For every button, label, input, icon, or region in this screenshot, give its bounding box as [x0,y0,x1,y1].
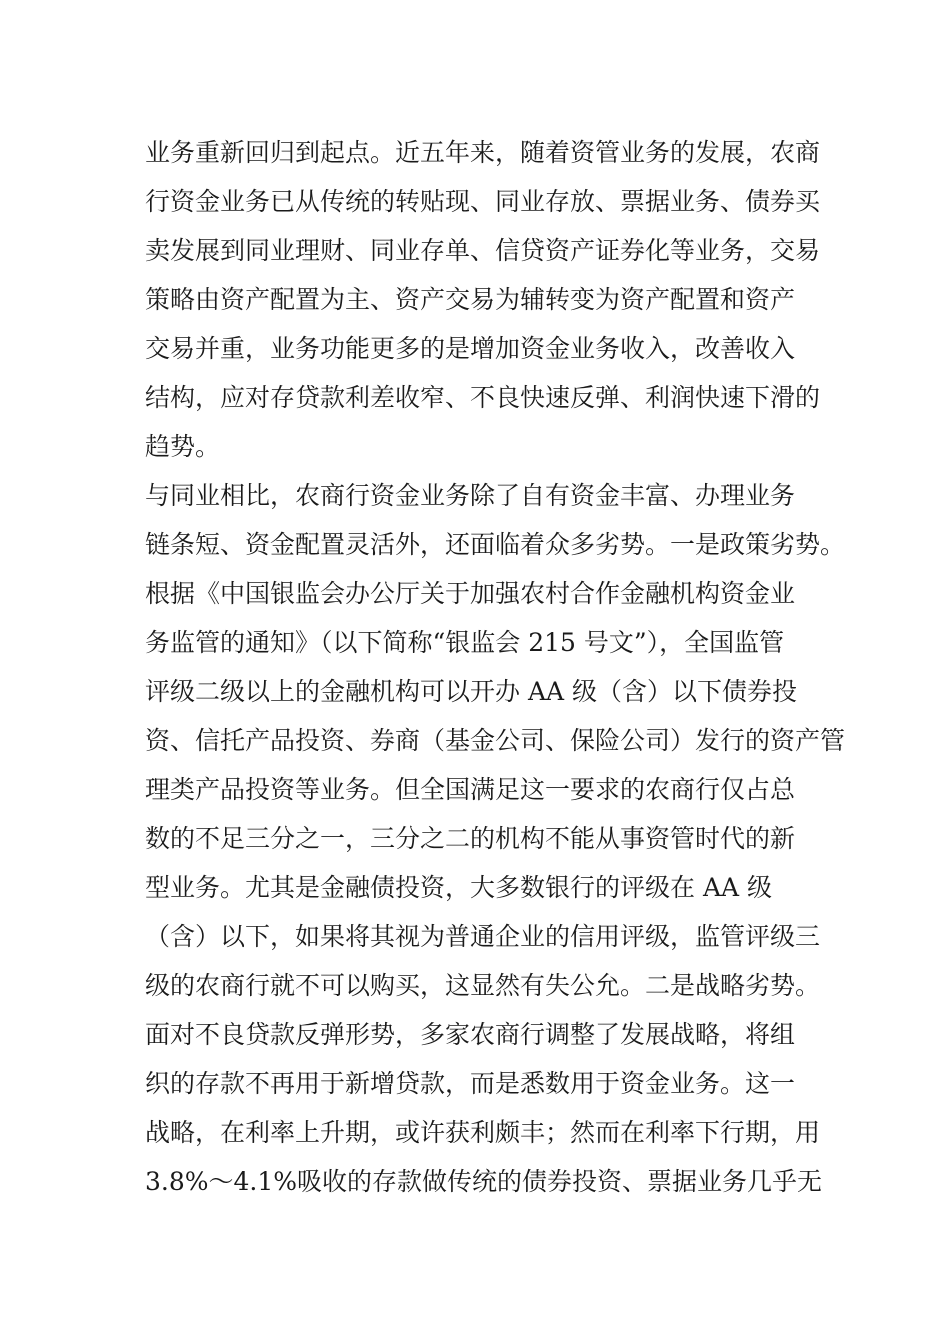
text-line: 3.8%～4.1%吸收的存款做传统的债券投资、票据业务几乎无 [145,1167,823,1196]
text-line: 面对不良贷款反弹形势，多家农商行调整了发展战略，将组 [145,1020,796,1049]
text-line: 资、信托产品投资、券商（基金公司、保险公司）发行的资产管 [145,726,846,755]
text-line: 务监管的通知》（以下简称“银监会 215 号文”），全国监管 [145,628,785,657]
text-line: 理类产品投资等业务。但全国满足这一要求的农商行仅占总 [145,775,796,804]
text-line: （含）以下，如果将其视为普通企业的信用评级，监管评级三 [145,922,821,951]
text-line: 织的存款不再用于新增贷款，而是悉数用于资金业务。这一 [145,1069,796,1098]
text-line: 评级二级以上的金融机构可以开办 AA 级（含）以下债券投 [145,677,798,706]
body-text [145,128,846,1206]
text-line: 型业务。尤其是金融债投资，大多数银行的评级在 AA 级 [145,873,773,902]
text-line: 业务重新回归到起点。近五年来，随着资管业务的发展，农商 [145,138,821,167]
text-line: 根据《中国银监会办公厅关于加强农村合作金融机构资金业 [145,579,796,608]
text-line: 数的不足三分之一，三分之二的机构不能从事资管时代的新 [145,824,796,853]
text-line: 链条短、资金配置灵活外，还面临着众多劣势。一是政策劣势。 [145,530,846,559]
text-line: 结构，应对存贷款利差收窄、不良快速反弹、利润快速下滑的 [145,383,821,412]
text-line: 趋势。 [145,432,221,461]
text-line: 级的农商行就不可以购买，这显然有失公允。二是战略劣势。 [145,971,821,1000]
text-line: 行资金业务已从传统的转贴现、同业存放、票据业务、债券买 [145,187,821,216]
text-line: 卖发展到同业理财、同业存单、信贷资产证券化等业务，交易 [145,236,821,265]
text-line: 战略，在利率上升期，或许获利颇丰；然而在利率下行期，用 [145,1118,821,1147]
text-line: 与同业相比，农商行资金业务除了自有资金丰富、办理业务 [145,481,796,510]
text-line: 策略由资产配置为主、资产交易为辅转变为资产配置和资产 [145,285,796,314]
text-line: 交易并重，业务功能更多的是增加资金业务收入，改善收入 [145,334,796,363]
